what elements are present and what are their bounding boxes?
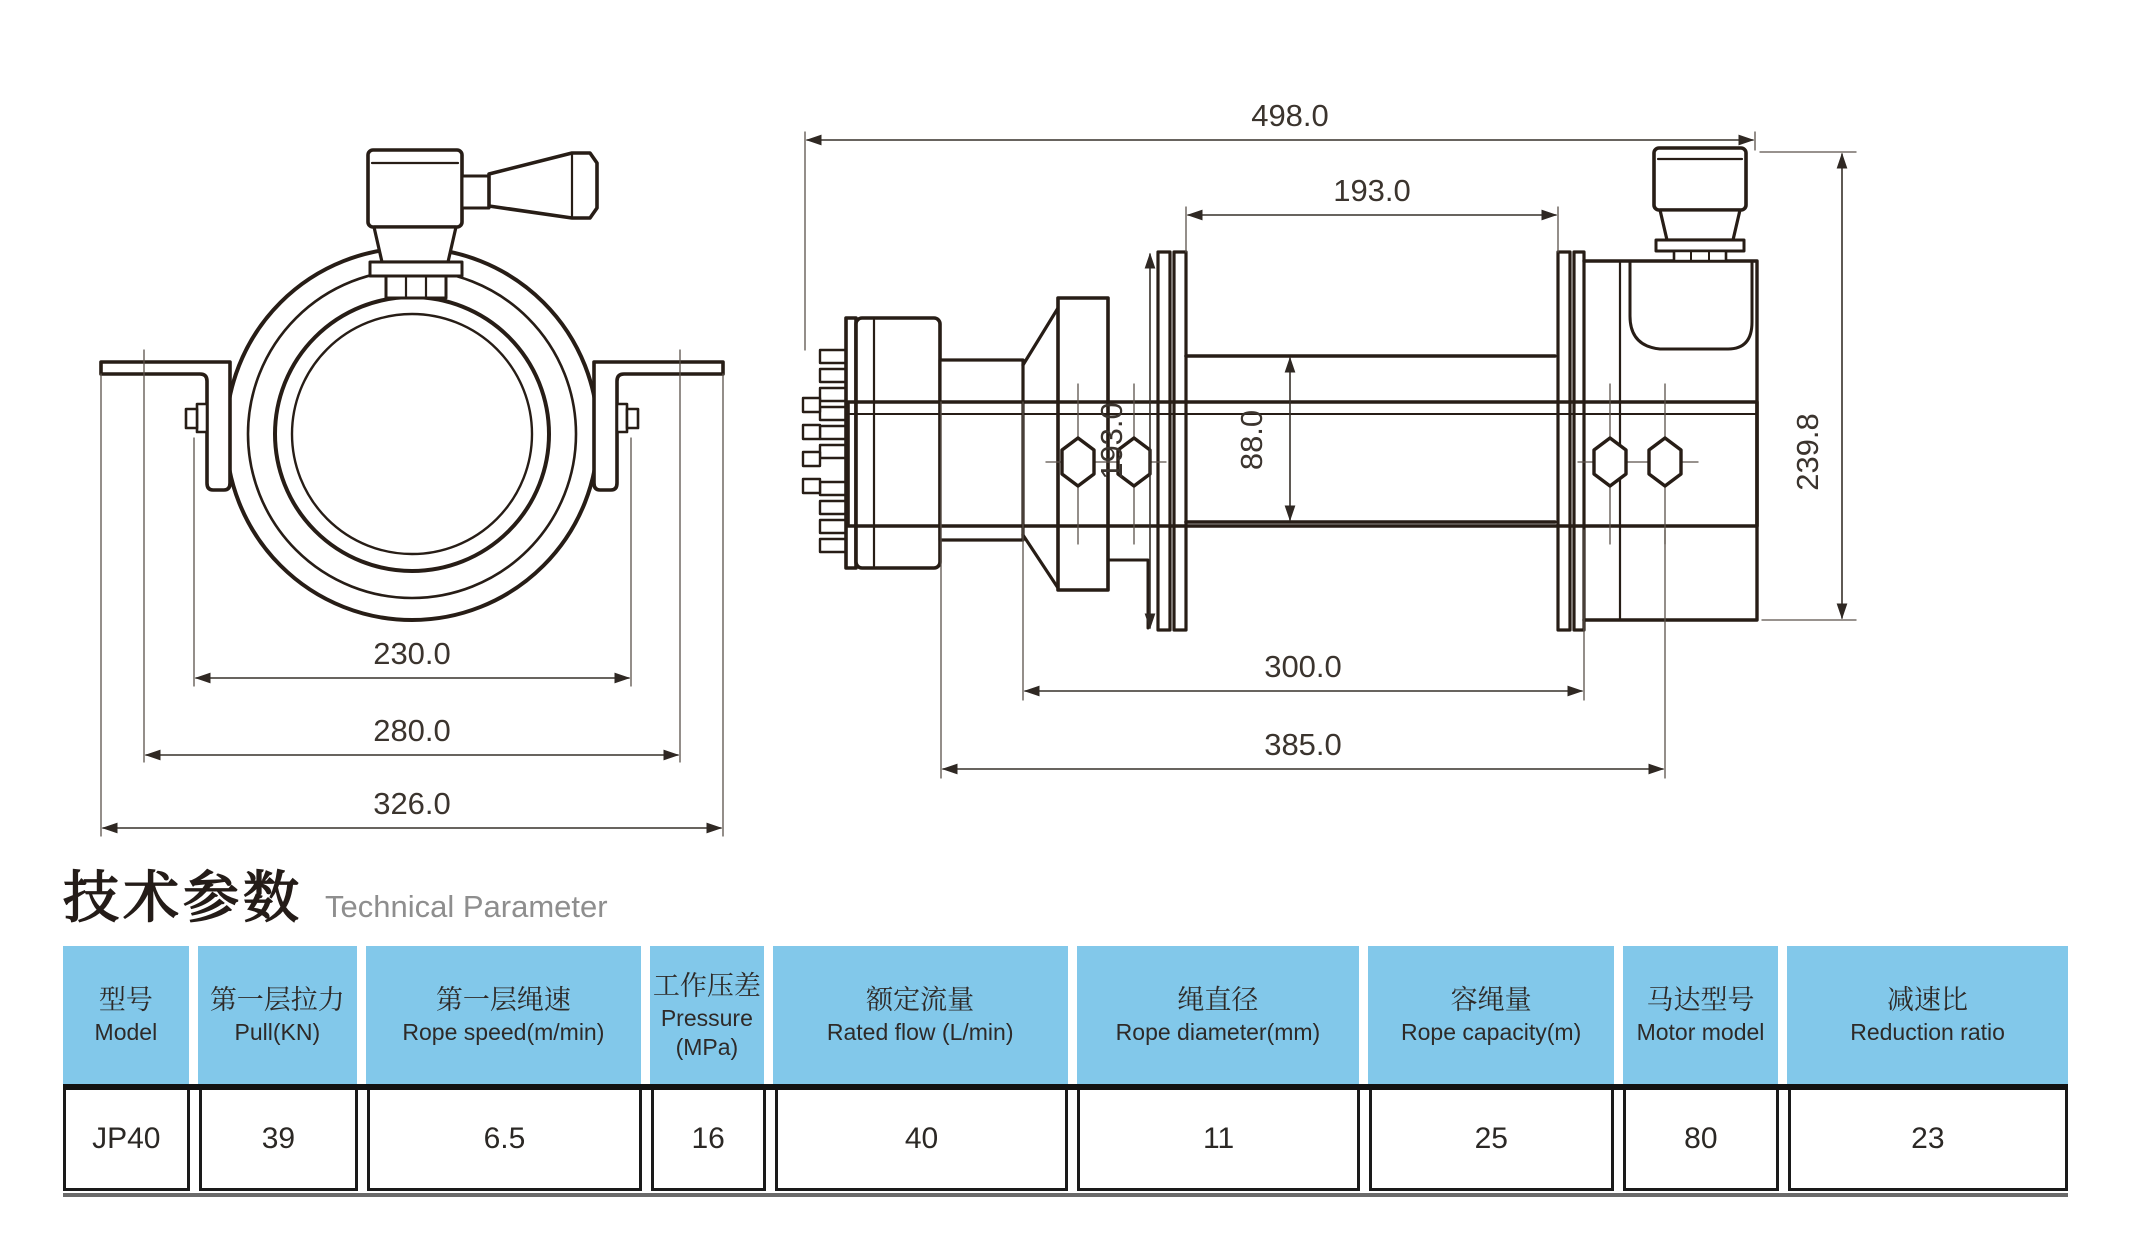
- col-header-en: Reduction ratio: [1850, 1019, 2005, 1046]
- cell-reduction-ratio: 23: [1788, 1090, 2068, 1191]
- dim-300-label: 300.0: [1264, 649, 1342, 684]
- col-header-zh: 工作压差: [652, 970, 761, 1001]
- clutch-knob-side: [1654, 148, 1746, 261]
- cell-model: JP40: [63, 1090, 190, 1191]
- front-view: [101, 150, 723, 836]
- cell-rated-flow: 40: [775, 1090, 1069, 1191]
- drum-right-flange: [1558, 252, 1584, 630]
- dim-230-label: 230.0: [373, 636, 451, 671]
- side-view: [803, 98, 1856, 778]
- dim-326-label: 326.0: [373, 786, 451, 821]
- dim-239-label: 239.8: [1790, 413, 1825, 491]
- right-bracket: [594, 362, 723, 490]
- table-header-row: [63, 946, 2068, 1084]
- cell-rope-diameter: 11: [1077, 1090, 1359, 1191]
- drum-left-flange: [1158, 252, 1186, 630]
- col-header-en: Rope capacity(m): [1401, 1019, 1582, 1046]
- dim-193-vert-label: 193.0: [1094, 402, 1129, 480]
- table-bottom-shadow: [63, 1193, 2068, 1197]
- col-header-motor-model: [1623, 946, 1778, 1084]
- cell-pull: 39: [199, 1090, 359, 1191]
- hydraulic-motor: [846, 318, 940, 568]
- col-header-pull: [198, 946, 357, 1084]
- col-header-en: Rope speed(m/min): [402, 1019, 605, 1046]
- col-header-model: [63, 946, 189, 1084]
- cell-rope-speed: 6.5: [367, 1090, 641, 1191]
- col-header-rated-flow: [773, 946, 1068, 1084]
- dim-385-label: 385.0: [1264, 727, 1342, 762]
- col-header-en: Model: [94, 1019, 158, 1046]
- col-header-en: Rope diameter(mm): [1115, 1019, 1321, 1046]
- table-row: [63, 1090, 2068, 1191]
- col-header-pressure: [650, 946, 764, 1084]
- col-header-zh: 马达型号: [1646, 985, 1755, 1016]
- parameter-table: [63, 946, 2068, 1197]
- cell-motor-model: 80: [1623, 1090, 1779, 1191]
- col-header-en: Rated flow (L/min): [826, 1019, 1014, 1046]
- col-header-zh: 容绳量: [1450, 985, 1532, 1016]
- dim-88-label: 88.0: [1234, 409, 1269, 471]
- section-title-en: Technical Parameter: [325, 889, 608, 924]
- dim-498-label: 498.0: [1251, 98, 1329, 133]
- col-header-rope-capacity: [1368, 946, 1614, 1084]
- col-header-zh: 第一层拉力: [209, 985, 345, 1016]
- col-header-en: Pressure (MPa): [660, 1004, 753, 1060]
- bolt-holes: [1046, 384, 1698, 544]
- cell-pressure: 16: [651, 1090, 766, 1191]
- clutch-handle-front: [368, 150, 597, 298]
- dim-280-label: 280.0: [373, 713, 451, 748]
- col-header-zh: 减速比: [1887, 985, 1969, 1016]
- section-title: [63, 854, 2131, 932]
- col-header-rope-speed: [366, 946, 641, 1084]
- col-header-reduction-ratio: [1787, 946, 2068, 1084]
- left-bracket: [101, 362, 230, 490]
- cell-rope-capacity: 25: [1369, 1090, 1614, 1191]
- col-header-zh: 绳直径: [1177, 985, 1259, 1016]
- col-header-zh: 额定流量: [866, 985, 975, 1016]
- col-header-en: Pull(KN): [234, 1019, 321, 1046]
- col-header-en: Motor model: [1636, 1019, 1765, 1046]
- col-header-zh: 型号: [98, 985, 153, 1016]
- section-title-zh: 技术参数: [63, 866, 303, 929]
- motor-fins: [803, 350, 846, 552]
- col-header-zh: 第一层绳速: [435, 985, 571, 1016]
- dim-193-top-label: 193.0: [1333, 173, 1411, 208]
- col-header-rope-diameter: [1077, 946, 1360, 1084]
